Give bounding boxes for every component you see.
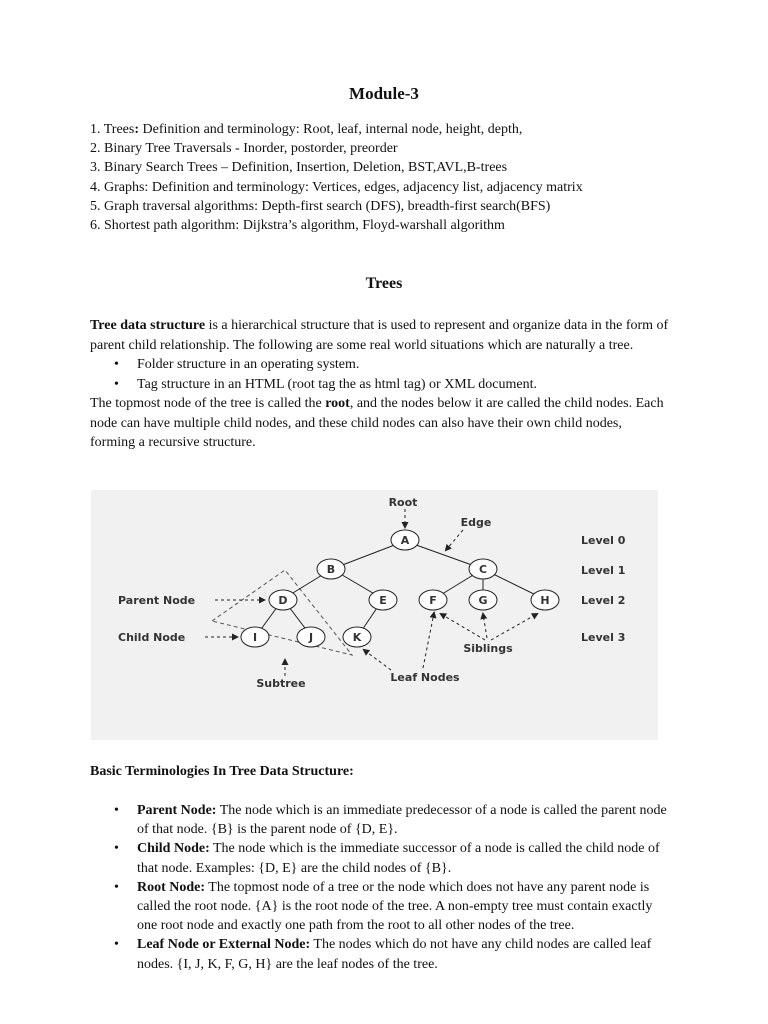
node-label: E <box>379 594 387 607</box>
tree-node <box>343 627 371 647</box>
root-paragraph <box>90 394 670 453</box>
section-title: Trees <box>365 275 403 292</box>
siblings-arrow-g <box>483 614 487 638</box>
terms-title: Basic Terminologies In Tree Data Structure: <box>90 764 354 779</box>
tree-node <box>269 590 297 610</box>
node-label: D <box>278 594 288 607</box>
topic-item <box>90 139 583 158</box>
level-label: Level 2 <box>581 594 626 607</box>
topic-item-text: 5. Graph traversal algorithms: Depth-first search (DFS), breadth-first search(BFS) <box>90 198 551 214</box>
tree-node <box>391 530 419 550</box>
label-child-node: Child Node <box>118 631 186 644</box>
example-item: • Tag structure in an HTML (root tag the as html tag) or XML document. <box>90 375 670 395</box>
tree-node <box>297 627 325 647</box>
term-desc: The nodes which do not have any child nodes are called leaf nodes. {I, J, K, F, G, H} are the leaf nodes of the tree. <box>137 937 652 972</box>
topic-item-text: 6. Shortest path algorithm: Dijkstra’s algorithm, Floyd-warshall algorithm <box>90 218 505 234</box>
subtree-outline <box>212 570 352 655</box>
siblings-arrow-f <box>441 614 485 640</box>
tree-node <box>317 559 345 579</box>
level-label: Level 0 <box>581 534 626 547</box>
term-desc: The topmost node of a tree or the node which does not have any parent node is called the root node. {A} is the root node of the tree. A non-empty tree must contain exactly one root node and exactly one path from the root to all other nodes of the tree. <box>137 879 653 934</box>
root-text-after: , and the nodes below it are called the child nodes. Each node can have multiple child nodes, and these child nodes can also have their own child nodes, forming a recursive structure. <box>90 396 664 450</box>
label-subtree: Subtree <box>256 677 306 690</box>
term-item <box>90 935 670 973</box>
level-label: Level 3 <box>581 631 626 644</box>
intro-section <box>90 316 670 453</box>
tree-node <box>531 590 559 610</box>
label-edge: Edge <box>460 516 492 529</box>
topic-item-rest: Definition and terminology: Root, leaf, internal node, height, depth, <box>139 122 523 137</box>
term-name: Leaf Node or External Node: <box>137 937 311 953</box>
node-label: B <box>326 563 336 576</box>
terms-section <box>90 801 670 974</box>
leaf-arrow-f <box>423 613 434 668</box>
topic-item-text: 4. Graphs: Definition and terminology: Vertices, edges, adjacency list, adjacency matrix <box>90 179 583 195</box>
topic-item <box>90 158 583 177</box>
intro-term: Tree data structure <box>90 318 206 333</box>
topic-item <box>90 216 583 235</box>
leaf-arrow-k <box>364 650 391 670</box>
label-root: Root <box>388 496 418 509</box>
tree-node <box>369 590 397 610</box>
node-label: F <box>429 594 437 607</box>
level-label: Level 1 <box>581 564 626 577</box>
topic-list <box>90 120 583 235</box>
terms-list <box>90 801 670 974</box>
term-name: Parent Node: <box>137 803 217 818</box>
topic-item <box>90 197 583 216</box>
term-name: Root Node: <box>137 879 206 895</box>
term-desc: The node which is the immediate successor of a node is called the child node of that node. Examples: {D, E} are the child nodes of {B}. <box>137 841 660 876</box>
tree-edges <box>256 541 544 636</box>
term-item <box>90 801 670 839</box>
tree-node <box>419 590 447 610</box>
term-name: Child Node: <box>137 841 210 857</box>
topic-item-text: 1. Trees <box>90 122 135 137</box>
tree-node <box>241 627 269 647</box>
node-label: C <box>478 563 488 576</box>
tree-diagram-svg <box>91 490 658 740</box>
node-label: K <box>352 631 362 644</box>
term-desc: The node which is an immediate predecessor of a node is called the parent node of that node. {B} is the parent node of {D, E}. <box>137 803 667 838</box>
term-item <box>90 878 670 936</box>
example-list <box>90 355 670 394</box>
module-title: Module-3 <box>349 84 419 103</box>
node-label: G <box>478 594 488 607</box>
node-label: J <box>308 631 314 644</box>
tree-node <box>469 559 497 579</box>
node-label: H <box>540 594 550 607</box>
topic-item-text: 2. Binary Tree Traversals - Inorder, postorder, preorder <box>90 141 398 157</box>
intro-text: is a hierarchical structure that is used to represent and organize data in the form of parent child relationship. The following are some real world situations which are naturally a tree. <box>90 318 669 353</box>
label-siblings: Siblings <box>463 642 513 655</box>
term-item <box>90 839 670 877</box>
root-text-before: The topmost node of the tree is called the <box>90 396 326 411</box>
label-leaf-nodes: Leaf Nodes <box>390 671 460 684</box>
tree-node <box>469 590 497 610</box>
node-label: A <box>400 534 410 547</box>
topic-item <box>90 178 583 197</box>
topic-item-colon: : <box>134 122 140 137</box>
node-label: I <box>252 631 258 644</box>
root-term: root <box>325 396 350 411</box>
label-parent-node: Parent Node <box>118 594 196 607</box>
tree-nodes <box>241 530 559 647</box>
example-item: • Folder structure in an operating system. <box>90 355 670 375</box>
siblings-arrow-h <box>491 614 537 640</box>
topic-item-text: 3. Binary Search Trees – Definition, Insertion, Deletion, BST,AVL,B-trees <box>90 160 508 176</box>
tree-diagram <box>91 490 658 740</box>
topic-item <box>90 120 583 139</box>
intro-paragraph <box>90 316 670 355</box>
edge-arrow <box>446 530 463 550</box>
